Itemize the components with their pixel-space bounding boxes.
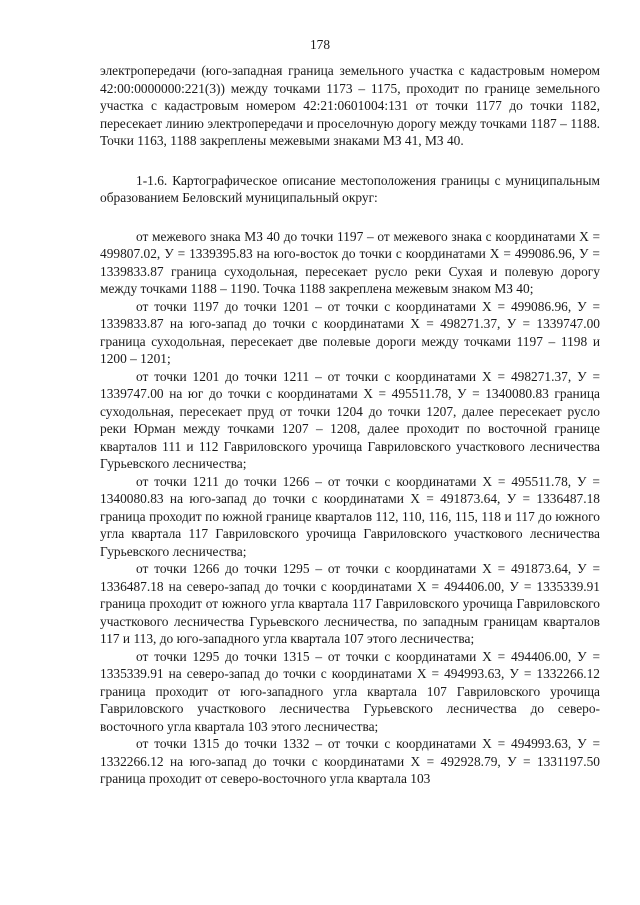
boundary-paragraph-2: от точки 1197 до точки 1201 – от точки с координатами Х = 499086.96, У = 1339833.87 на юго-запад до точки с координатами Х = 498271.37, У = 1339747.00 граница суходольная, пересекает две полевые дороги между точками 1197 – 1198 и 1200 – 1201; xyxy=(100,298,600,366)
boundary-paragraph-7: от точки 1315 до точки 1332 – от точки с координатами Х = 494993.63, У = 1332266.12 на юго-запад до точки с координатами Х = 492928.79, У = 1331197.50 граница проходит от северо-восточного угла квартала 103 xyxy=(100,736,600,786)
document-body xyxy=(100,62,600,788)
page-number: 178 xyxy=(309,37,331,52)
boundary-paragraph-3: от точки 1201 до точки 1211 – от точки с координатами Х = 498271.37, У = 1339747.00 на юг до точки с координатами Х = 495511.78, У = 1340080.83 граница суходольная, пересекает пруд от точки 1204 до точки 1207, далее пересекает русло реки Юрман между точками 1207 – 1208, далее проходит по восточной границе кварталов 111 и 112 Гавриловского урочища Гавриловского участкового лесничества Гурьевского лесничества; xyxy=(100,368,600,471)
boundary-paragraph-5: от точки 1266 до точки 1295 – от точки с координатами Х = 491873.64, У = 1336487.18 на северо-запад до точки с координатами Х = 494406.00, У = 1335339.91 граница проходит от южного угла квартала 117 Гавриловского урочища Гавриловского участкового лесничества Гурьевского лесничества, по западным границам кварталов 117 и 113, до юго-западного угла квартала 107 этого лесничества; xyxy=(100,561,600,646)
boundary-paragraph-1: от межевого знака МЗ 40 до точки 1197 – от межевого знака с координатами Х = 499807.02, У = 1339395.83 на юго-восток до точки с координатами Х = 499086.96, У = 1339833.87 граница суходольная, пересекает русло реки Сухая и полевую дорогу между точками 1188 – 1190. Точка 1188 закреплена межевым знаком МЗ 40; xyxy=(100,228,600,296)
section-heading: 1-1.6. Картографическое описание местоположения границы с муниципальным образованием Беловский муниципальный округ: xyxy=(100,172,600,205)
boundary-paragraph-6: от точки 1295 до точки 1315 – от точки с координатами Х = 494406.00, У = 1335339.91 на северо-запад до точки с координатами Х = 494993.63, У = 1332266.12 граница проходит от юго-западного угла квартала 107 Гавриловского урочища Гавриловского участкового лесничества Гурьевского лесничества до северо-восточного угла квартала 103 этого лесничества; xyxy=(100,648,600,734)
boundary-paragraph-4: от точки 1211 до точки 1266 – от точки с координатами Х = 495511.78, У = 1340080.83 на юго-запад до точки с координатами Х = 491873.64, У = 1336487.18 граница проходит по южной границе кварталов 112, 110, 116, 115, 118 и 117 до южного угла квартала 117 Гавриловского урочища Гавриловского участкового лесничества Гурьевского лесничества; xyxy=(100,473,600,559)
paragraph-continuation: электропередачи (юго-западная граница земельного участка с кадастровым номером 42:00:0000000:221(3)) между точками 1173 – 1175, проходит по границе земельного участка с кадастровым номером 42:21:0601004:131 от точки 1177 до точки 1182, пересекает линию электропередачи и проселочную дорогу между точками 1187 – 1188. Точки 1163, 1188 закреплены межевыми знаками МЗ 41, МЗ 40. xyxy=(100,63,600,148)
